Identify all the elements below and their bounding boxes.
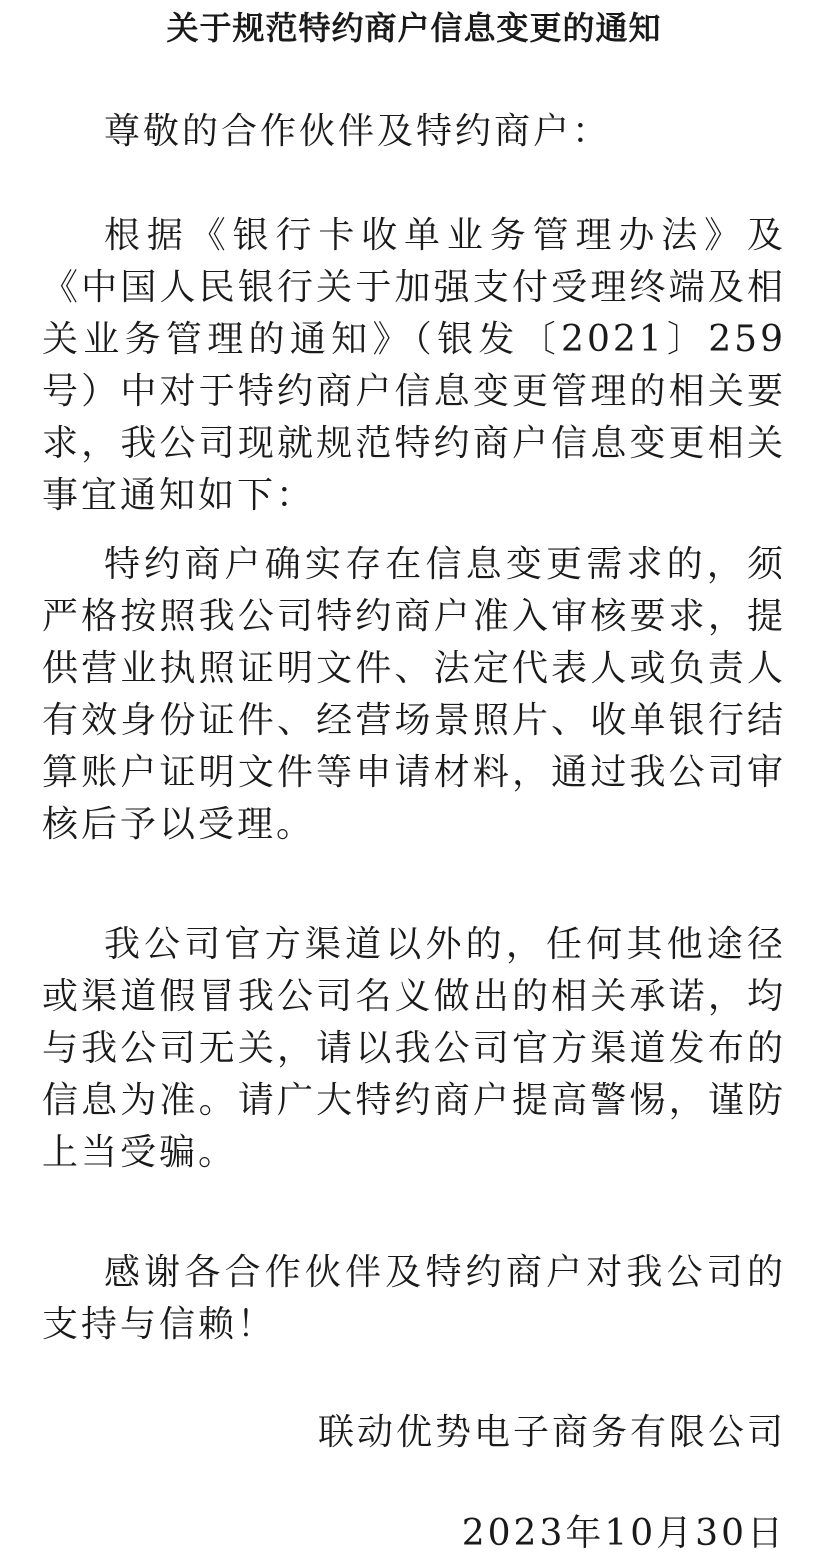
- signature-date: 2023年10月30日: [461, 1513, 786, 1554]
- greeting: 尊敬的合作伙伴及特约商户：: [104, 111, 612, 152]
- signature-company: 联动优势电子商务有限公司: [317, 1412, 786, 1453]
- paragraph-requirements: 特约商户确实存在信息变更需求的，须严格按照我公司特约商户准入审核要求，提供营业执照证明文件、法定代表人或负责人有效身份证件、经营场景照片、收单银行结算账户证明文件等申请材料，通过我公司审核后予以受理。: [42, 544, 786, 845]
- paragraph-warning: 我公司官方渠道以外的，任何其他途径或渠道假冒我公司名义做出的相关承诺，均与我公司无关，请以我公司官方渠道发布的信息为准。请广大特约商户提高警惕，谨防上当受骗。: [42, 924, 786, 1173]
- paragraph-thanks: 感谢各合作伙伴及特约商户对我公司的支持与信赖！: [42, 1252, 786, 1345]
- document-title: 关于规范特约商户信息变更的通知: [166, 9, 662, 47]
- paragraph-legal-basis: 根据《银行卡收单业务管理办法》及《中国人民银行关于加强支付受理终端及相关业务管理的通知》（银发〔2021〕259号）中对于特约商户信息变更管理的相关要求，我公司现就规范特约商户信息变更相关事宜通知如下：: [42, 215, 786, 516]
